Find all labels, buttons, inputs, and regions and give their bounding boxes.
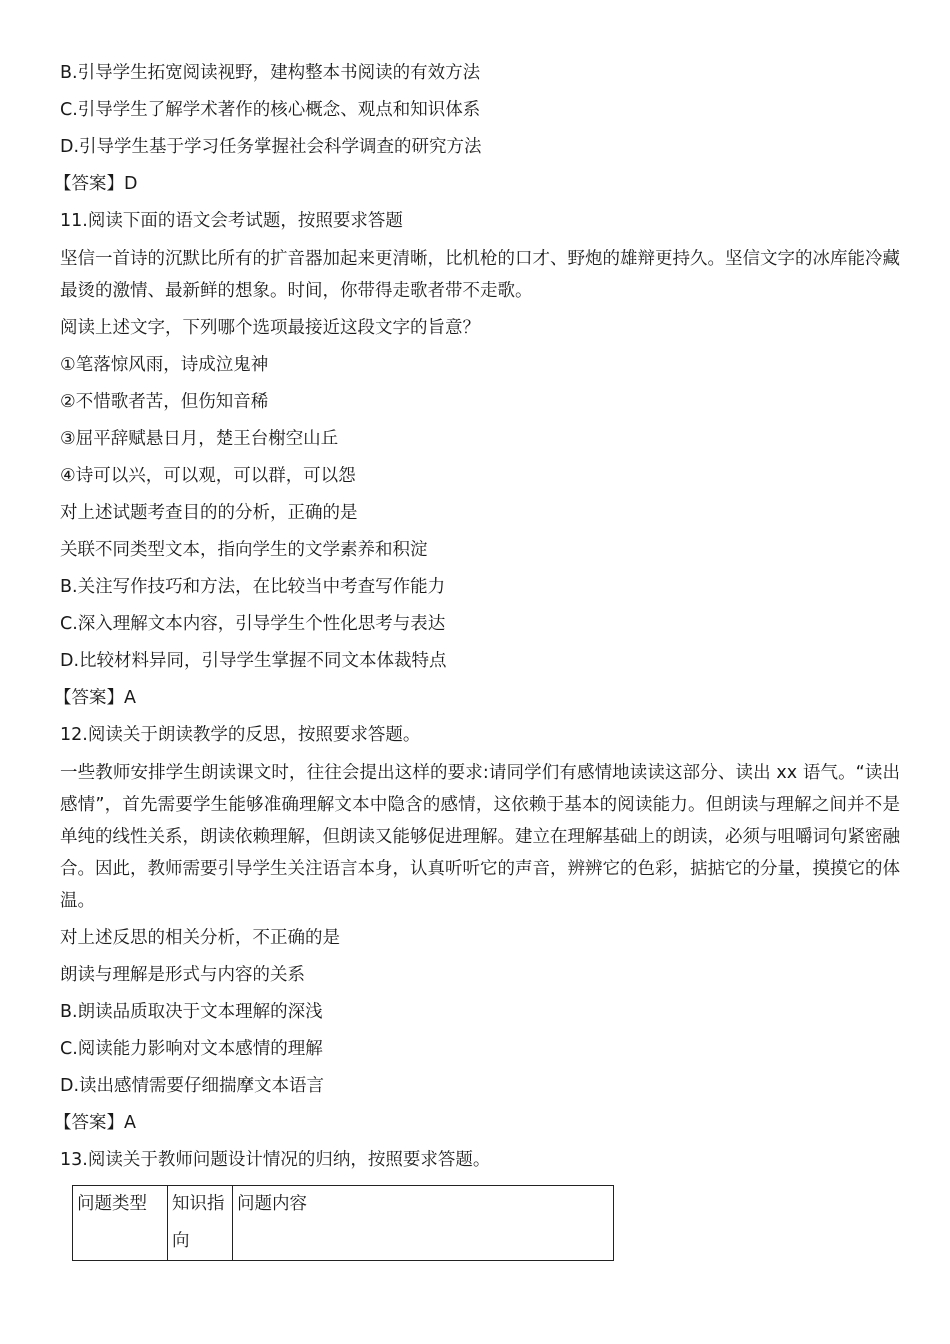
q11-question: 对上述试题考查目的的分析，正确的是 (60, 503, 358, 523)
q12-passage: 一些教师安排学生朗读课文时，往往会提出这样的要求:请同学们有感情地读读这部分、读出 xx 语气。“读出感情”，首先需要学生能够准确理解文本中隐含的感情，这依赖于基本的阅读能力。但朗读与理解之间并不是单纯的线性关系，朗读依赖理解，但朗读又能够促进理解。建立在理解基础上的朗读，必须与咀嚼词句紧密融合。因此，教师需要引导学生关注语言本身，认真听听它的声音，辨辨它的色彩，掂掂它的分量，摸摸它的体温。 (60, 763, 900, 911)
answer-q10: 【答案】D (54, 174, 138, 194)
q12-question: 对上述反思的相关分析，不正确的是 (60, 928, 340, 948)
q11-title: 11.阅读下面的语文会考试题，按照要求答题 (60, 211, 403, 231)
q11-option-b: B.关注写作技巧和方法，在比较当中考查写作能力 (60, 577, 446, 597)
q13-title: 13.阅读关于教师问题设计情况的归纳，按照要求答题。 (60, 1150, 491, 1170)
q12-option-b: B.朗读品质取决于文本理解的深浅 (60, 1002, 323, 1022)
q11-passage: 坚信一首诗的沉默比所有的扩音器加起来更清晰，比机枪的口才、野炮的雄辩更持久。坚信文字的冰库能冷藏最烫的激情、最新鲜的想象。时间，你带得走歌者带不走歌。 (60, 249, 900, 301)
header-knowledge-direction: 知识指向 (168, 1186, 233, 1261)
q11-item-3: ③屈平辞赋悬日月，楚王台榭空山丘 (60, 429, 339, 449)
q11-option-a: 关联不同类型文本，指向学生的文学素养和积淀 (60, 540, 428, 560)
q11-item-1: ①笔落惊风雨，诗成泣鬼神 (60, 355, 269, 375)
q11-option-c: C.深入理解文本内容，引导学生个性化思考与表达 (60, 614, 446, 634)
q11-item-4: ④诗可以兴，可以观，可以群，可以怨 (60, 466, 356, 486)
question-design-table (72, 1185, 614, 1261)
q12-option-c: C.阅读能力影响对文本感情的理解 (60, 1039, 323, 1059)
q11-option-d: D.比较材料异同，引导学生掌握不同文本体裁特点 (60, 651, 447, 671)
q11-prompt: 阅读上述文字，下列哪个选项最接近这段文字的旨意？ (60, 318, 480, 338)
q11-item-2: ②不惜歌者苦，但伤知音稀 (60, 392, 269, 412)
answer-q12: 【答案】A (54, 1113, 136, 1133)
header-question-type: 问题类型 (73, 1186, 168, 1261)
table-header-row (73, 1186, 614, 1261)
option-c: C.引导学生了解学术著作的核心概念、观点和知识体系 (60, 100, 481, 120)
option-d: D.引导学生基于学习任务掌握社会科学调查的研究方法 (60, 137, 482, 157)
option-b: B.引导学生拓宽阅读视野，建构整本书阅读的有效方法 (60, 63, 481, 83)
q12-option-d: D.读出感情需要仔细揣摩文本语言 (60, 1076, 325, 1096)
q12-option-a: 朗读与理解是形式与内容的关系 (60, 965, 305, 985)
header-question-content: 问题内容 (233, 1186, 614, 1261)
answer-q11: 【答案】A (54, 688, 136, 708)
q12-title: 12.阅读关于朗读教学的反思，按照要求答题。 (60, 725, 421, 745)
document-page (54, 55, 900, 1261)
